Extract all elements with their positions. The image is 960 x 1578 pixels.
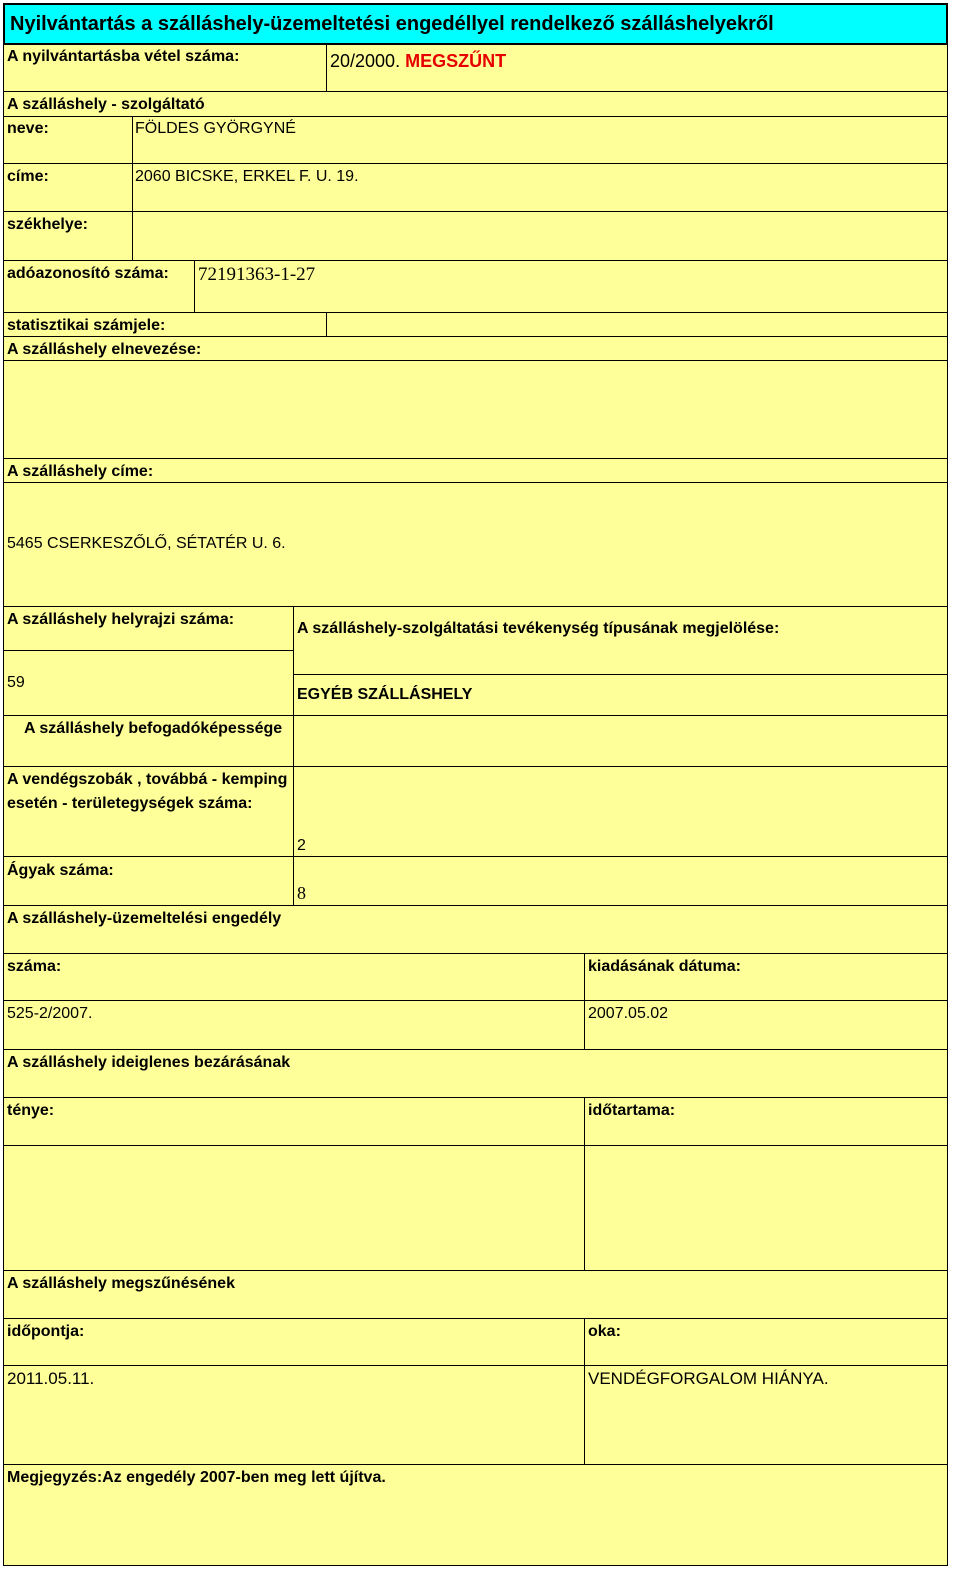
acc-name-label: A szálláshely elnevezése:	[7, 341, 202, 358]
provider-address-cell	[132, 163, 948, 212]
capacity-blank-cell	[293, 715, 948, 767]
registry-label: A nyilvántartásba vétel száma:	[7, 48, 240, 65]
permit-number-label: száma:	[7, 958, 62, 975]
page-title: Nyilvántartás a szálláshely-üzemeltetési engedéllyel rendelkező szálláshelyekről	[10, 13, 774, 35]
status-badge: MEGSZŰNT	[405, 51, 507, 71]
provider-seat-label: székhelye:	[7, 216, 88, 233]
provider-name-label-cell	[3, 116, 133, 164]
provider-name-label: neve:	[7, 120, 49, 137]
permit-number-label-cell	[3, 953, 585, 1001]
closure-duration-cell	[584, 1145, 948, 1271]
stat-value-cell	[326, 312, 948, 337]
provider-section	[3, 91, 948, 117]
provider-address-label-cell	[3, 163, 133, 212]
tax-label-cell	[3, 260, 195, 313]
closure-fact-label-cell	[3, 1097, 585, 1146]
acc-name-label-cell	[3, 336, 948, 361]
permit-date-label-cell	[584, 953, 948, 1001]
termination-reason-label: oka:	[588, 1323, 621, 1340]
acc-address-cell	[3, 482, 948, 607]
termination-reason: VENDÉGFORGALOM HIÁNYA.	[588, 1369, 829, 1388]
stat-label-cell	[3, 312, 327, 337]
permit-section	[3, 905, 948, 954]
closure-section-label: A szálláshely ideiglenes bezárásának	[7, 1054, 291, 1071]
registry-value-cell	[326, 44, 948, 92]
parcel-cell	[3, 650, 294, 716]
permit-number-cell	[3, 1000, 585, 1050]
provider-address-label: címe:	[7, 168, 49, 185]
registry-number: 20/2000. MEGSZŰNT	[330, 51, 507, 71]
acc-address-label: A szálláshely címe:	[7, 463, 154, 480]
closure-duration-label-cell	[584, 1097, 948, 1146]
acc-address: 5465 CSERKESZŐLŐ, SÉTATÉR U. 6.	[7, 535, 286, 552]
permit-section-label: A szálláshely-üzemeltelési engedély	[7, 910, 282, 927]
rooms-label-line1: A vendégszobák , továbbá - kemping	[7, 771, 288, 788]
termination-time: 2011.05.11.	[7, 1369, 95, 1388]
beds-label: Ágyak száma:	[7, 862, 114, 879]
title-bar	[3, 3, 948, 45]
type-label: A szálláshely-szolgáltatási tevékenység típusának megjelölése:	[297, 620, 780, 637]
beds-cell	[293, 856, 948, 906]
permit-number: 525-2/2007.	[7, 1005, 93, 1022]
termination-section-label: A szálláshely megszűnésének	[7, 1275, 235, 1292]
closure-section	[3, 1049, 948, 1098]
beds-label-cell	[3, 856, 294, 906]
termination-section	[3, 1270, 948, 1319]
provider-section-label: A szálláshely - szolgáltató	[7, 96, 205, 113]
termination-time-cell	[3, 1365, 585, 1465]
provider-address: 2060 BICSKE, ERKEL F. U. 19.	[135, 168, 359, 185]
type-value: EGYÉB SZÁLLÁSHELY	[297, 686, 473, 703]
acc-address-label-cell	[3, 458, 948, 483]
capacity-label: A szálláshely befogadóképessége	[24, 720, 283, 737]
closure-fact-label: ténye:	[7, 1102, 55, 1119]
closure-fact-cell	[3, 1145, 585, 1271]
permit-date-label: kiadásának dátuma:	[588, 958, 741, 975]
provider-seat-cell	[132, 211, 948, 261]
rooms-label-cell	[3, 766, 294, 857]
termination-reason-label-cell	[584, 1318, 948, 1366]
closure-duration-label: időtartama:	[588, 1102, 676, 1119]
tax-value-cell	[194, 260, 948, 313]
type-label-cell	[293, 606, 948, 675]
acc-name-cell	[3, 360, 948, 459]
note: Megjegyzés:Az engedély 2007-ben meg lett újítva.	[7, 1469, 386, 1486]
stat-label: statisztikai számjele:	[7, 317, 166, 334]
permit-date-cell	[584, 1000, 948, 1050]
tax-label: adóazonosító száma:	[7, 265, 169, 282]
rooms-value: 2	[297, 837, 306, 854]
beds-value: 8	[297, 883, 306, 903]
provider-name-cell	[132, 116, 948, 164]
provider-name: FÖLDES GYÖRGYNÉ	[135, 120, 296, 137]
parcel-label: A szálláshely helyrajzi száma:	[7, 611, 235, 628]
registry-label-cell	[3, 44, 327, 92]
note-cell	[3, 1464, 948, 1566]
parcel-value: 59	[7, 674, 25, 691]
type-cell	[293, 674, 948, 716]
permit-date: 2007.05.02	[588, 1005, 669, 1022]
tax-id: 72191363-1-27	[198, 264, 316, 285]
provider-seat-label-cell	[3, 211, 133, 261]
capacity-label-cell	[3, 715, 294, 767]
termination-time-label: időpontja:	[7, 1323, 85, 1340]
parcel-label-cell	[3, 606, 294, 651]
termination-reason-cell	[584, 1365, 948, 1465]
rooms-label-line2: esetén - területegységek száma:	[7, 795, 253, 812]
rooms-cell	[293, 766, 948, 857]
termination-time-label-cell	[3, 1318, 585, 1366]
